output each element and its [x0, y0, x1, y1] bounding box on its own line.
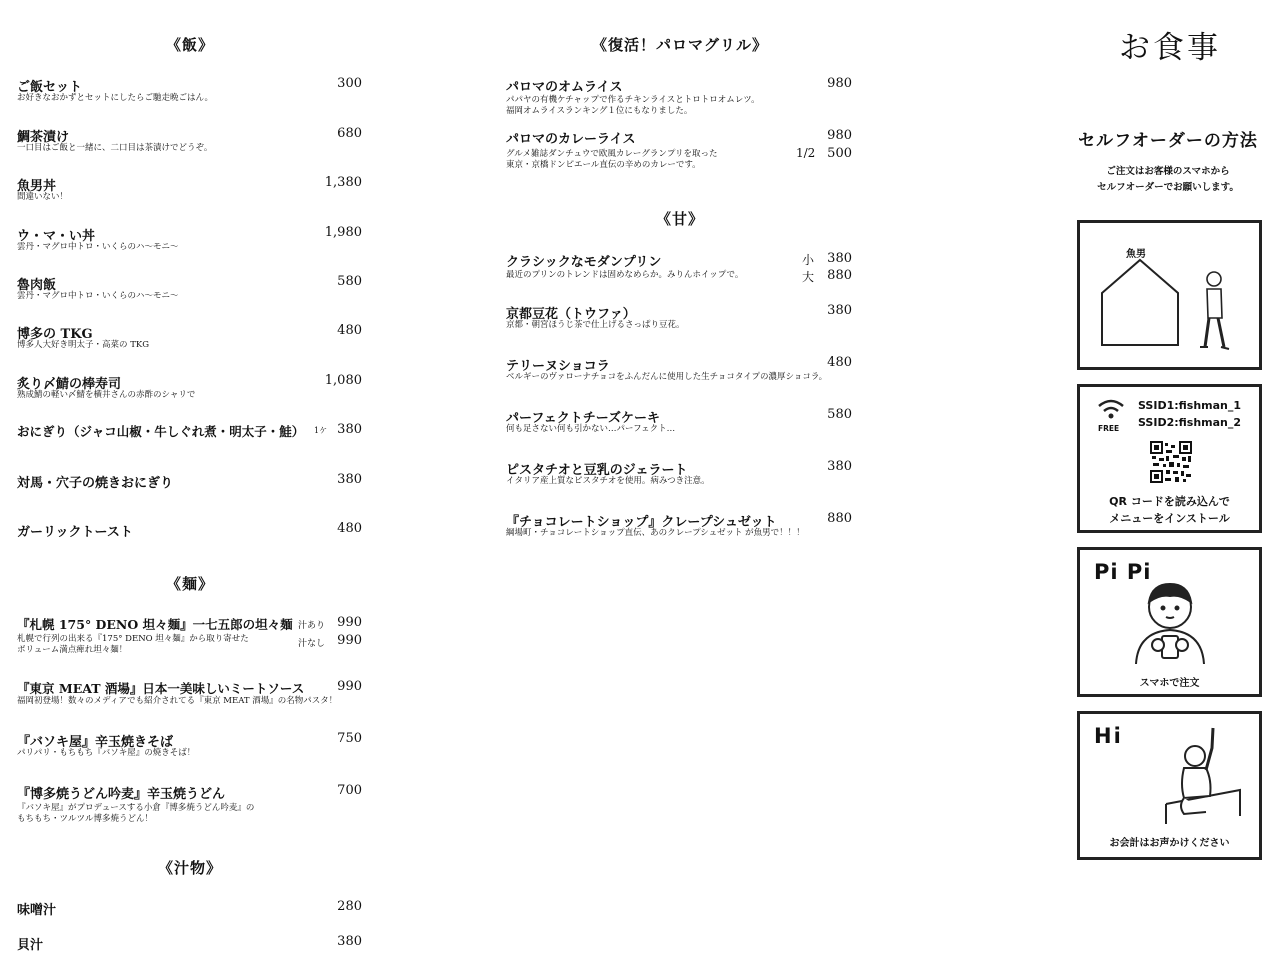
- menu-item[interactable]: [17, 521, 362, 541]
- section-title-grill: 《復活！パロマグリル》: [591, 36, 768, 54]
- qr-code-icon[interactable]: [1150, 441, 1192, 483]
- item-price: 480: [337, 521, 362, 536]
- item-size-label: 大: [802, 270, 815, 284]
- menu-item[interactable]: [17, 731, 362, 761]
- item-name: 魚男丼: [17, 179, 57, 194]
- step-checkout: [1077, 711, 1262, 860]
- house-icon: [1102, 260, 1178, 345]
- menu-item[interactable]: [17, 899, 362, 919]
- item-name: 『バソキ屋』辛玉焼きそば: [17, 735, 174, 750]
- item-price: 380: [827, 459, 852, 474]
- item-desc: パパヤの有機ケチャップで作るチキンライスとトロトロオムレツ。: [506, 95, 760, 105]
- menu-item[interactable]: [17, 934, 362, 954]
- item-name: 博多の TKG: [17, 327, 93, 342]
- menu-item[interactable]: [506, 251, 852, 287]
- menu-item[interactable]: [17, 615, 362, 660]
- item-price: 990: [337, 633, 362, 648]
- menu-item[interactable]: [17, 76, 362, 106]
- item-name: パーフェクトチーズケーキ: [506, 411, 661, 426]
- item-desc: 綱場町・チョコレートショップ直伝、あのクレープシュゼット が魚男で！！！: [506, 528, 805, 538]
- self-order-line: セルフオーダーでお願いします。: [1097, 182, 1239, 193]
- menu-item[interactable]: [506, 128, 852, 173]
- person-phone-illustration: [1080, 550, 1259, 694]
- item-name: 『博多焼うどん吟麦』辛玉焼うどん: [17, 787, 226, 802]
- hi-label: Hi: [1094, 724, 1123, 748]
- item-desc: お好きなおかずとセットにしたらご馳走晩ごはん。: [17, 93, 214, 103]
- item-price: 980: [827, 128, 852, 143]
- item-name: ご飯セット: [17, 80, 83, 95]
- item-price: 580: [827, 407, 852, 422]
- item-desc: 何も足さない何も引かない…パーフェクト…: [506, 424, 676, 434]
- menu-item[interactable]: [506, 303, 852, 333]
- item-option-label: 1/2: [796, 146, 816, 160]
- ssid-text: SSID2:fishman_2: [1138, 416, 1242, 429]
- item-price: 380: [827, 251, 852, 266]
- item-price: 380: [337, 472, 362, 487]
- item-name: 『札幌 175° DENO 坦々麺』一七五郎の坦々麺: [17, 617, 293, 632]
- self-order-heading: セルフオーダーの方法: [1078, 131, 1258, 151]
- item-desc: 最近のプリンのトレンドは固めなめらか。みりんホイップで。: [506, 270, 744, 280]
- item-desc: 雲丹・マグロ中トロ・いくらのハ〜モニ〜: [17, 242, 179, 252]
- item-desc: ボリューム満点痺れ坦々麺！: [17, 645, 128, 655]
- step-order-phone: [1077, 547, 1262, 697]
- section-title-men: 《麺》: [165, 575, 214, 593]
- item-price: 990: [337, 679, 362, 694]
- item-name: ガーリックトースト: [17, 525, 133, 540]
- item-name: 貝汁: [17, 938, 44, 953]
- item-price: 300: [337, 76, 362, 91]
- item-price: 980: [827, 76, 852, 91]
- self-order-line: ご注文はお客様のスマホから: [1106, 166, 1230, 177]
- wifi-free-label: FREE: [1098, 424, 1120, 433]
- shop-illustration: [1080, 223, 1259, 367]
- menu-item[interactable]: [506, 407, 852, 437]
- menu-item[interactable]: [17, 126, 362, 156]
- item-price: 750: [337, 731, 362, 746]
- item-price: 380: [337, 934, 362, 949]
- item-price: 500: [827, 146, 852, 161]
- item-desc: 博多人大好き明太子・高菜の TKG: [17, 340, 150, 350]
- wifi-icon: [1096, 397, 1126, 421]
- item-size-label: 小: [802, 253, 815, 267]
- item-price: 700: [337, 783, 362, 798]
- step-visit-shop: [1077, 220, 1262, 370]
- menu-item[interactable]: [506, 355, 852, 385]
- item-desc: 一口目はご飯と一緒に、二口目は茶漬けでどうぞ。: [17, 143, 213, 153]
- item-name: 『チョコレートショップ』クレープシュゼット: [506, 515, 777, 530]
- item-price: 990: [337, 615, 362, 630]
- menu-item[interactable]: [17, 225, 362, 255]
- shop-label: 魚男: [1126, 249, 1146, 260]
- item-price: 580: [337, 274, 362, 289]
- item-name: 京都豆花（トウファ）: [506, 307, 636, 322]
- step-caption: スマホで注文: [1139, 678, 1200, 689]
- item-name: 鯛茶漬け: [17, 130, 70, 145]
- item-desc: 東京・京橋ドンピエール直伝の辛めのカレーです。: [506, 160, 701, 170]
- item-name: 対馬・穴子の焼きおにぎり: [17, 476, 174, 491]
- item-name: パロマのカレーライス: [506, 132, 636, 147]
- section-title-shiru: 《汁物》: [157, 859, 222, 877]
- item-price: 1,080: [324, 373, 362, 388]
- item-name: ピスタチオと豆乳のジェラート: [506, 463, 688, 478]
- item-price: 380: [337, 422, 362, 437]
- item-desc: イタリア産上質なピスタチオを使用。病みつき注意。: [506, 476, 710, 486]
- item-desc: 雲丹・マグロ中トロ・いくらのハ〜モニ〜: [17, 291, 179, 301]
- item-desc: 札幌で行列の出来る『175° DENO 坦々麺』から取り寄せた: [17, 634, 249, 644]
- item-name: 魯肉飯: [17, 278, 57, 293]
- item-price: 280: [337, 899, 362, 914]
- item-option-label: 汁なし: [298, 639, 326, 649]
- item-price: 680: [337, 126, 362, 141]
- item-desc: 福岡初登場！数々のメディアでも紹介されてる『東京 MEAT 酒場』の名物パスタ！: [17, 696, 338, 706]
- qr-instruction: メニューをインストール: [1109, 512, 1230, 525]
- pipi-label: Pi Pi: [1094, 560, 1152, 584]
- item-desc: 間違いない！: [17, 192, 69, 202]
- item-name: 炙り〆鯖の棒寿司: [17, 377, 122, 392]
- person-with-phone-icon: [1136, 584, 1204, 664]
- menu-item[interactable]: [17, 679, 362, 709]
- item-price: 880: [827, 511, 852, 526]
- item-option-label: 汁あり: [298, 621, 326, 631]
- item-price: 480: [337, 323, 362, 338]
- menu-item[interactable]: [17, 472, 362, 492]
- step-wifi-qr: [1077, 384, 1262, 533]
- menu-item[interactable]: [17, 175, 362, 205]
- item-name: おにぎり（ジャコ山椒・牛しぐれ煮・明太子・鮭）: [17, 424, 305, 439]
- item-desc: ベルギーのヴァローナチョコをふんだんに使用した生チョコタイプの濃厚ショコラ。: [506, 372, 828, 382]
- item-unit-label: 1ケ: [314, 426, 328, 435]
- item-price: 880: [827, 268, 852, 283]
- menu-item[interactable]: [17, 323, 362, 353]
- item-price: 1,380: [324, 175, 362, 190]
- menu-item[interactable]: [506, 511, 852, 541]
- qr-instruction: QR コードを読み込んで: [1109, 495, 1230, 508]
- menu-item[interactable]: [17, 783, 362, 828]
- item-name: ウ・マ・い丼: [17, 229, 96, 244]
- section-title-amai: 《甘》: [655, 210, 704, 228]
- item-name: 『東京 MEAT 酒場』日本一美味しいミートソース: [17, 681, 305, 696]
- item-name: クラシックなモダンプリン: [506, 255, 662, 270]
- person-raising-hand-icon: [1166, 728, 1240, 824]
- item-desc: もちもち・ツルツル博多焼うどん！: [17, 814, 154, 824]
- item-price: 380: [827, 303, 852, 318]
- item-desc: 福岡オムライスランキング１位にもなりました。: [506, 106, 693, 116]
- menu-item[interactable]: [506, 76, 852, 118]
- step-caption: お会計はお声かけください: [1109, 838, 1230, 849]
- item-desc: 熟成鯖の軽い〆鯖を横井さんの赤酢のシャリで: [17, 390, 196, 400]
- item-name: テリーヌショコラ: [506, 359, 610, 374]
- page-title: お食事: [1119, 30, 1221, 66]
- item-name: 味噌汁: [17, 903, 57, 918]
- section-title-meshi: 《飯》: [165, 36, 214, 54]
- walking-person-icon: [1200, 272, 1229, 349]
- item-desc: パリパリ・もちもち『バソキ屋』の焼きそば！: [17, 748, 196, 758]
- item-desc: グルメ雑誌ダンチュウで欧風カレーグランプリを取った: [506, 149, 718, 159]
- menu-item[interactable]: [17, 422, 362, 442]
- menu-item[interactable]: [17, 274, 362, 304]
- item-price: 1,980: [324, 225, 362, 240]
- menu-item[interactable]: [506, 459, 852, 489]
- item-price: 480: [827, 355, 852, 370]
- item-desc: 京都・朝宮ほうじ茶で仕上げるさっぱり豆花。: [506, 320, 685, 330]
- ssid-text: SSID1:fishman_1: [1138, 399, 1242, 412]
- item-desc: 『バソキ屋』がプロデュースする小倉『博多焼うどん吟麦』の: [17, 803, 255, 813]
- item-name: パロマのオムライス: [506, 80, 623, 95]
- menu-item[interactable]: [17, 373, 362, 403]
